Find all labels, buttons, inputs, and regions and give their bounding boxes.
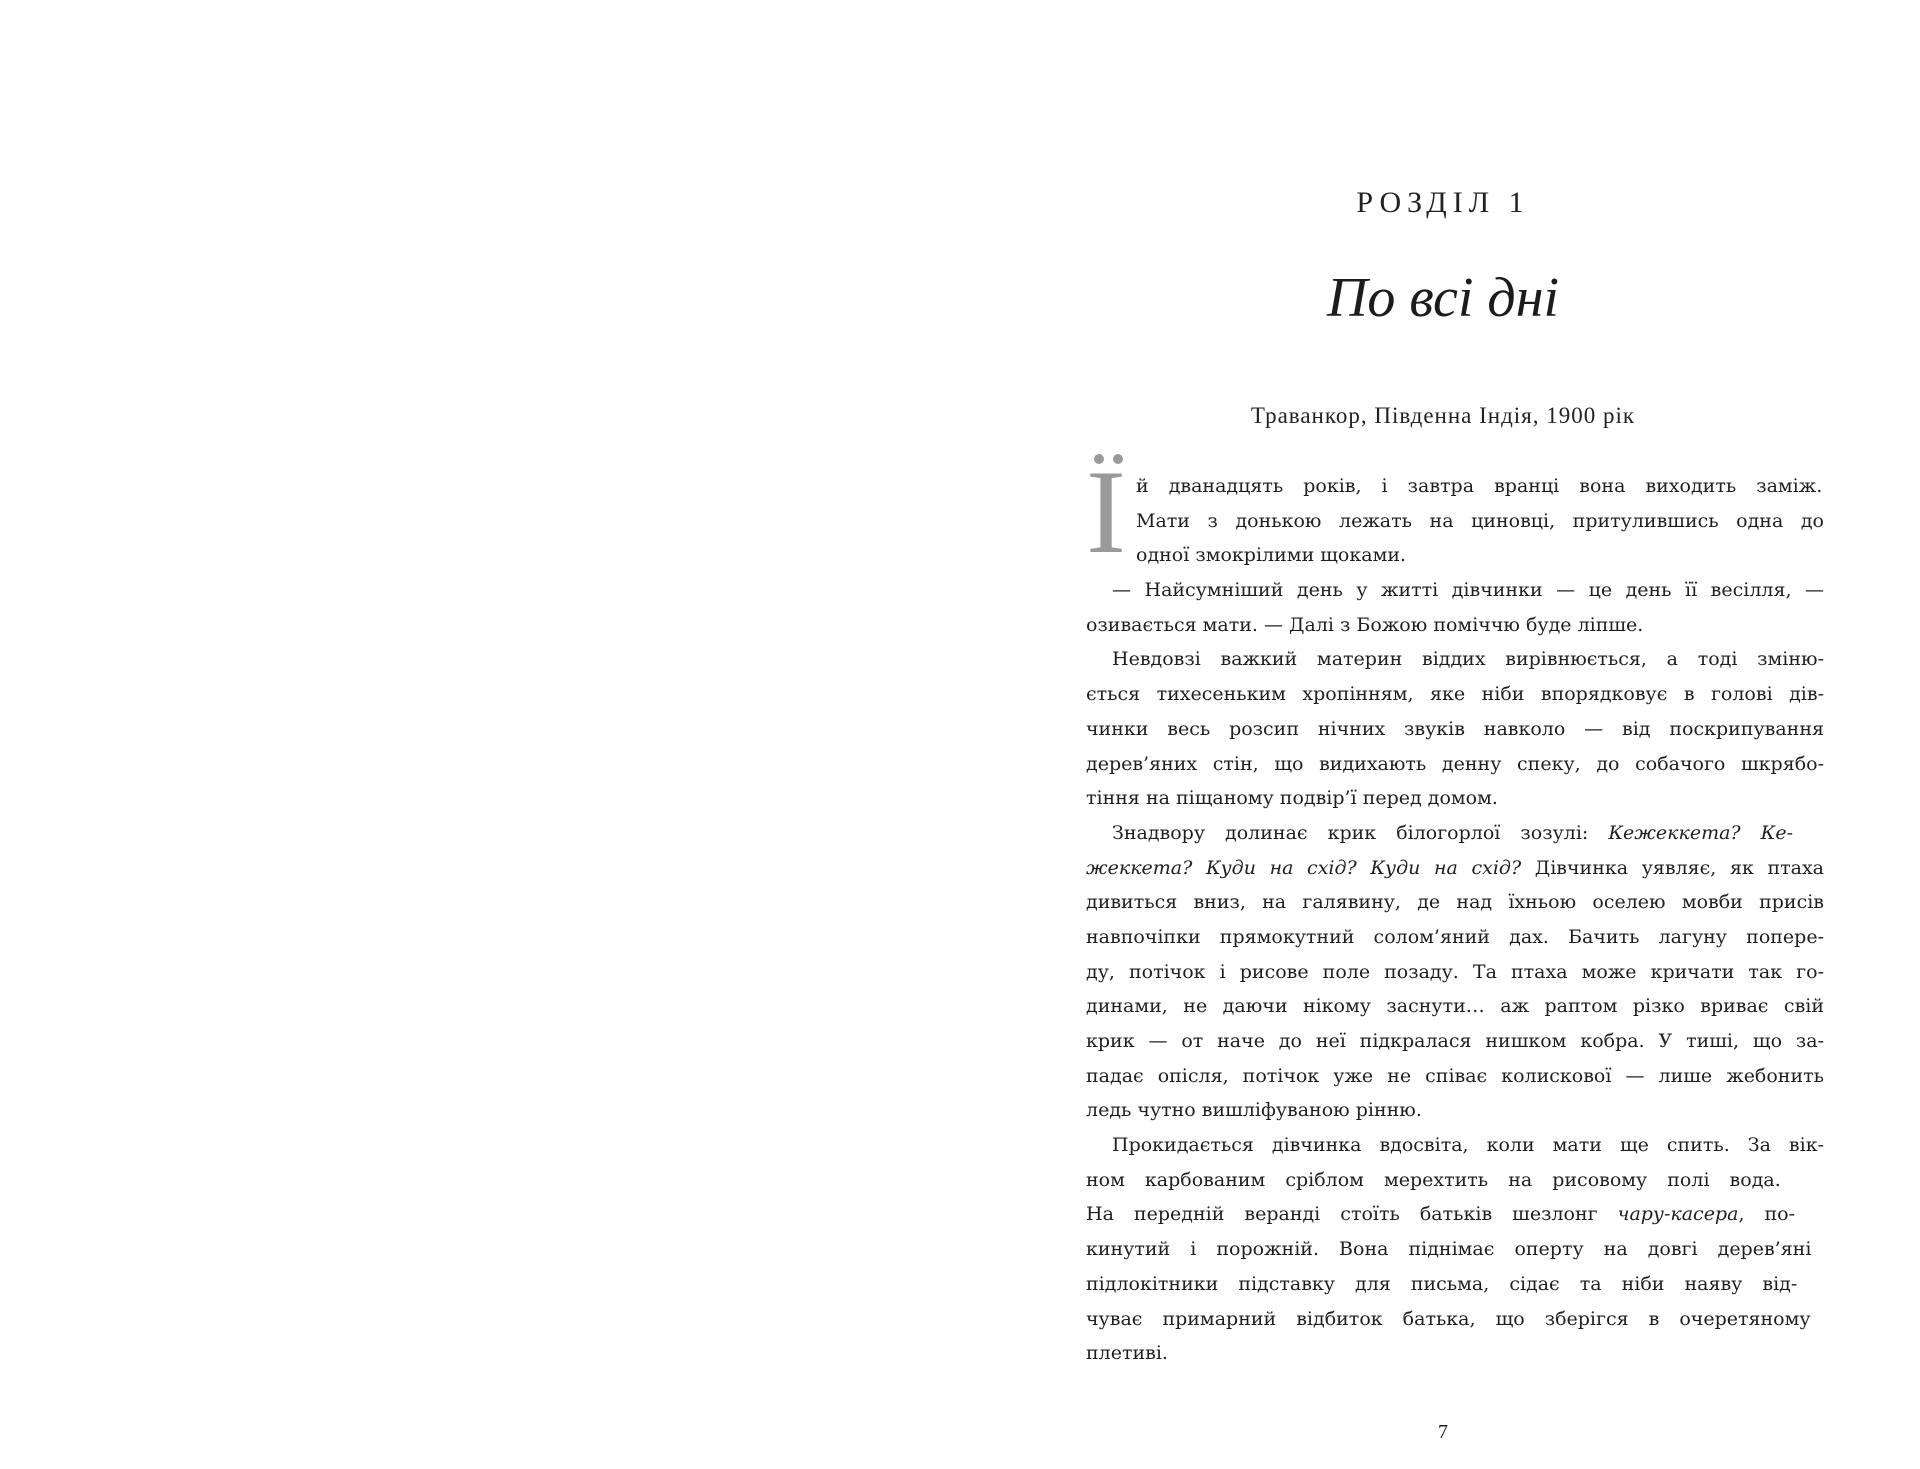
chapter-body-text xyxy=(1086,469,1824,1371)
text-line: крик — от наче до неї підкралася нишком кобра. У тиші, що за- xyxy=(1086,1030,1824,1052)
right-page xyxy=(960,0,1920,1469)
chapter-place-date: Траванкор, Південна Індія, 1900 рік xyxy=(1250,403,1636,428)
text-line: ледь чутно вишліфуваною рінню. xyxy=(1086,1099,1422,1122)
text-line: дивиться вниз, на галявину, де над їхньою оселею мовби присів xyxy=(1086,891,1824,914)
text-line: навпочіпки прямокутний солом’яний дах. Бачить лагуну попере- xyxy=(1086,925,1824,948)
text-line: плетиві. xyxy=(1086,1342,1168,1365)
text-line: Прокидається дівчинка вдосвіта, коли мати ще спить. За вік- xyxy=(1112,1134,1824,1157)
text-line: кинутий і порожній. Вона піднімає оперту на довгі дерев’яні xyxy=(1086,1238,1812,1261)
text-line: тіння на піщаному подвір’ї перед домом. xyxy=(1086,787,1498,810)
text-line: й дванадцять років, і завтра вранці вона виходить заміж. xyxy=(1136,475,1823,497)
text-line: ном карбованим сріблом мерехтить на рисовому полі вода. xyxy=(1086,1168,1781,1191)
text-line: підлокітники підставку для письма, сідає та ніби наяву від- xyxy=(1086,1272,1798,1295)
drop-cap: І xyxy=(1086,445,1126,578)
text-line: Мати з донькою лежать на циновці, притулившись одна до xyxy=(1136,509,1824,532)
text-line: Знадвору долинає крик білогорлої зозулі: Кежеккета? Ке- xyxy=(1112,821,1794,844)
text-line: — Найсумніший день у житті дівчинки — це день її весілля, — xyxy=(1112,579,1824,602)
text-line: На передній веранді стоїть батьків шезлонг чару-касера, по- xyxy=(1086,1203,1796,1226)
text-line: ду, потічок і рисове поле позаду. Та птаха може кричати так го- xyxy=(1086,960,1824,983)
chapter-title: По всі дні xyxy=(1326,267,1560,329)
text-line: падає опісля, потічок уже не співає колискової — лише жебонить xyxy=(1086,1064,1824,1087)
text-line: динами, не даючи нікому заснути… аж раптом різко вриває свій xyxy=(1086,995,1824,1018)
text-line: Невдовзі важкий материн віддих вирівнюється, а тоді зміню- xyxy=(1112,648,1824,671)
text-line: одної змокрілими щоками. xyxy=(1136,544,1407,567)
text-line: озивається мати. — Далі з Божою поміччю буде ліпше. xyxy=(1086,613,1644,636)
text-line: ється тихесеньким хропінням, яке ніби впорядковує в голові дів- xyxy=(1086,683,1824,706)
text-line: дерев’яних стін, що видихають денну спеку, до собачого шкрябо- xyxy=(1086,752,1824,775)
text-line: чуває примарний відбиток батька, що зберігся в очеретяному xyxy=(1086,1307,1811,1330)
text-line: чинки весь розсип нічних звуків навколо — від поскрипування xyxy=(1086,717,1824,740)
chapter-label: РОЗДІЛ 1 xyxy=(1356,186,1530,219)
page-number: 7 xyxy=(1438,1421,1448,1443)
text-line: жеккета? Куди на схід? Куди на схід? Дівчинка уявляє, як птаха xyxy=(1086,856,1824,879)
